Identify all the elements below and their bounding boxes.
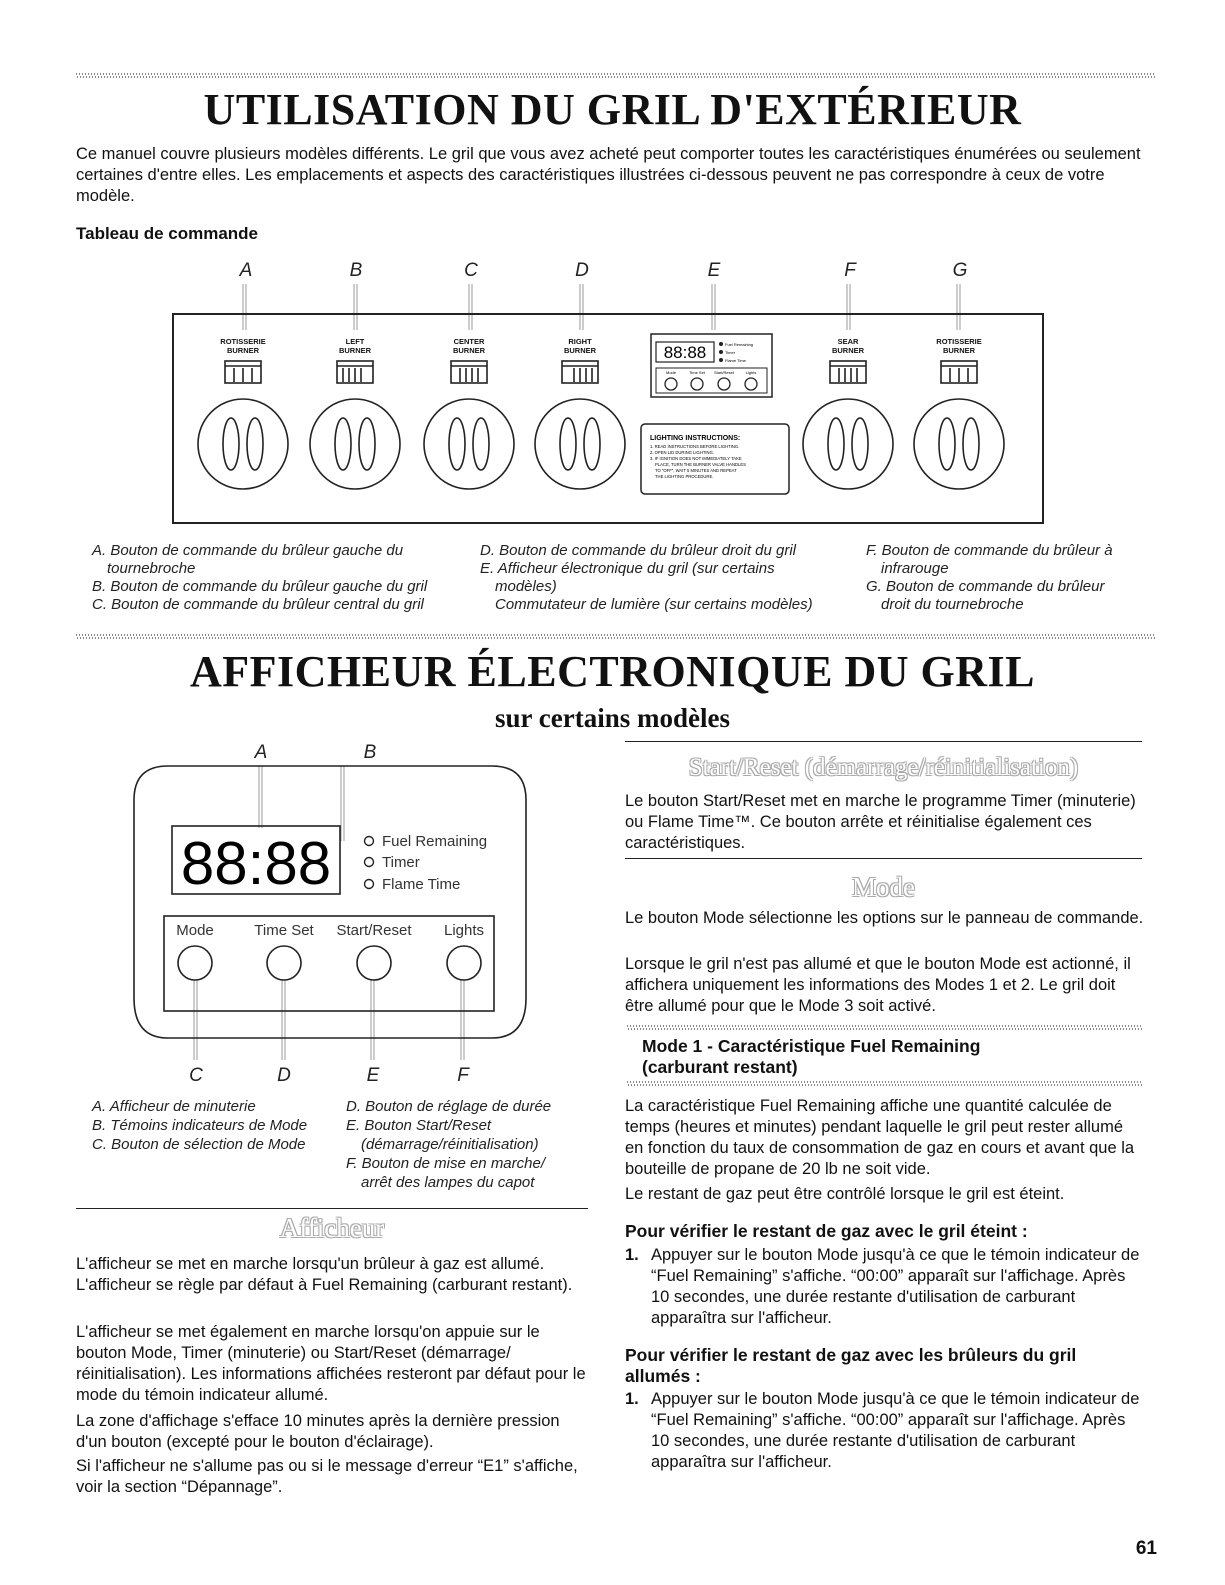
- indicator-timer: [365, 858, 374, 867]
- diagram-letter-e: E: [366, 1065, 380, 1086]
- mode1-sub1-item: 1. Appuyer sur le bouton Mode jusqu'à ce que le témoin indicateur de “Fuel Remaining” s'affiche. “00:00” apparaît sur l'affichage. Après 10 secondes, une durée restante d'utilisation de carburant apparaîtra sur l'afficheur.: [625, 1246, 1140, 1327]
- afficheur-heading: Afficheur: [279, 1213, 385, 1243]
- mini-btn-1-label: Mode: [665, 370, 677, 375]
- lighting-line-2: 2. OPEN LID DURING LIGHTING.: [650, 450, 714, 455]
- diagram-captions-col2: D. Bouton de réglage de durée E. Bouton Start/Reset (démarrage/réinitialisation) F. Bouton de mise en marche/ arrêt des lampes du capot: [346, 1098, 552, 1191]
- knob-rotisserie-left[interactable]: [198, 361, 288, 489]
- mode-p2: Lorsque le gril n'est pas allumé et que le bouton Mode est actionné, il affichera uniquement les informations des Modes 1 et 2. Le gril doit être allumé pour que le Mode 3 soit activé.: [625, 955, 1131, 1015]
- control-panel-heading: Tableau de commande: [76, 224, 259, 243]
- mode-button[interactable]: [178, 946, 212, 980]
- knob-label-6b: BURNER: [942, 346, 976, 355]
- start-reset-button[interactable]: [357, 946, 391, 980]
- lighting-line-4: PLACE, TURN THE BURNER VALVE HANDLES: [655, 462, 746, 467]
- button-label-start-reset: Start/Reset: [336, 922, 412, 939]
- knob-label-3a: CENTER: [453, 337, 485, 346]
- section-subtitle: sur certains modèles: [495, 703, 730, 733]
- mini-ind-3: Flame Time: [725, 358, 746, 363]
- mini-display-digits: 88:88: [663, 343, 707, 362]
- indicator-label-1: Fuel Remaining: [382, 833, 488, 850]
- lights-button[interactable]: [447, 946, 481, 980]
- mini-ind-1: Fuel Remaining: [725, 342, 754, 347]
- mode-rule: [625, 858, 1142, 859]
- lighting-title: LIGHTING INSTRUCTIONS:: [650, 435, 741, 442]
- panel-letter-d: D: [575, 260, 589, 281]
- knob-label-4b: BURNER: [563, 346, 597, 355]
- mode1-sub1-heading: Pour vérifier le restant de gaz avec le gril éteint :: [625, 1221, 1028, 1241]
- lighting-instructions-plate: [641, 424, 789, 494]
- control-panel-figure: [0, 258, 1225, 528]
- indicator-label-2: Timer: [382, 854, 420, 871]
- panel-letter-b: B: [349, 260, 363, 281]
- knob-center-burner[interactable]: [424, 361, 514, 489]
- diagram-letter-d: D: [277, 1065, 291, 1086]
- mode1-top-rule: [627, 1025, 1142, 1030]
- diagram-captions-col1: A. Afficheur de minuterie B. Témoins indicateurs de Mode C. Bouton de sélection de Mode: [92, 1098, 308, 1153]
- mini-btn-4-label: Lights: [745, 370, 757, 375]
- panel-letter-f: F: [844, 260, 856, 281]
- lighting-line-6: THE LIGHTING PROCEDURE.: [655, 474, 714, 479]
- knob-label-6a: ROTISSERIE: [936, 337, 982, 346]
- top-dotted-rule: [76, 73, 1156, 78]
- knob-left-burner[interactable]: [310, 361, 400, 489]
- knob-label-5b: BURNER: [831, 346, 865, 355]
- page-number: 61: [1135, 1538, 1157, 1559]
- knob-label-4a: RIGHT: [568, 337, 592, 346]
- mode1-sub2-heading: Pour vérifier le restant de gaz avec les brûleurs du gril allumés :: [625, 1345, 1077, 1386]
- button-label-mode: Mode: [176, 922, 214, 939]
- mode1-p1: La caractéristique Fuel Remaining affiche une quantité calculée de temps (heures et minutes) pendant laquelle le gril peut rester allumé en fonction du taux de consommation de gaz en cours et avant que la bouteille de propane de 20 lb ne soit vide.: [625, 1097, 1135, 1178]
- lighting-line-1: 1. READ INSTRUCTIONS BEFORE LIGHTING.: [650, 444, 740, 449]
- knob-label-2b: BURNER: [338, 346, 372, 355]
- afficheur-rule: [76, 1208, 588, 1209]
- afficheur-p4: Si l'afficheur ne s'allume pas ou si le message d'erreur “E1” s'affiche, voir la section “Dépannage”.: [76, 1457, 578, 1496]
- start-reset-rule: [625, 741, 1142, 742]
- intro-paragraph: Ce manuel couvre plusieurs modèles différents. Le gril que vous avez acheté peut comporter toutes les caractéristiques énumérées ou seulement certaines d'entre elles. Les emplacements et aspects des caractéristiques illustrées ci-dessous peuvent ne pas correspondre à ceux de votre modèle.: [76, 145, 1141, 205]
- mini-btn-2-label: Time Set: [689, 370, 705, 375]
- afficheur-p1: L'afficheur se met en marche lorsqu'un brûleur à gaz est allumé. L'afficheur se règle par défaut à Fuel Remaining (carburant restant).: [76, 1255, 573, 1294]
- mode-heading: Mode: [852, 872, 915, 902]
- lighting-line-3: 3. IF IGNITION DOES NOT IMMEDIATELY TAKE: [650, 456, 742, 461]
- diagram-letter-b: B: [363, 742, 377, 763]
- panel-letter-e: E: [707, 260, 721, 281]
- panel-captions-col2: D. Bouton de commande du brûleur droit du gril E. Afficheur électronique du gril (sur certains modèles) Commutateur de lumière (sur certains modèles): [480, 542, 813, 613]
- mode1-heading-line2: (carburant restant): [642, 1057, 798, 1077]
- indicator-flame-time: [365, 880, 374, 889]
- start-reset-heading: Start/Reset (démarrage/réinitialisation): [688, 754, 1079, 781]
- indicator-fuel-remaining: [365, 837, 374, 846]
- knob-sear-burner[interactable]: [803, 361, 893, 489]
- mode1-heading-line1: Mode 1 - Caractéristique Fuel Remaining: [642, 1036, 981, 1056]
- mini-btn-3-label: Start/Reset: [713, 370, 735, 375]
- diagram-letter-a: A: [254, 742, 268, 763]
- lighting-line-5: TO "OFF", WAIT 5 MINUTES AND REPEAT: [655, 468, 737, 473]
- panel-captions-col1: A. Bouton de commande du brûleur gauche du tournebroche B. Bouton de commande du brûleur gauche du gril C. Bouton de commande du brûleur central du gril: [92, 542, 428, 613]
- knob-label-1a: ROTISSERIE: [220, 337, 266, 346]
- panel-letter-a: A: [239, 260, 253, 281]
- afficheur-p3: La zone d'affichage s'efface 10 minutes après la dernière pression d'un bouton (excepté pour le bouton d'éclairage).: [76, 1412, 560, 1451]
- knob-label-5a: SEAR: [837, 337, 859, 346]
- button-label-time-set: Time Set: [254, 922, 314, 939]
- mode1-p2: Le restant de gaz peut être contrôlé lorsque le gril est éteint.: [625, 1185, 1065, 1203]
- diagram-digits: 88:88: [180, 830, 332, 897]
- afficheur-p2: L'afficheur se met également en marche lorsqu'on appuie sur le bouton Mode, Timer (minuterie) ou Start/Reset (démarrage/ réinitialisation). Les informations affichées resteront par défaut pour le mode du témoin indicateur allumé.: [76, 1323, 586, 1404]
- mode1-sub2-item: 1. Appuyer sur le bouton Mode jusqu'à ce que le témoin indicateur de “Fuel Remaining” s'affiche. “00:00” apparaît sur l'affichage. Après 10 secondes, une durée restante d'utilisation de carburant apparaîtra sur l'afficheur.: [625, 1390, 1140, 1471]
- time-set-button[interactable]: [267, 946, 301, 980]
- knob-right-burner[interactable]: [535, 361, 625, 489]
- mini-ind-2: Timer: [725, 350, 736, 355]
- mode-p1: Le bouton Mode sélectionne les options sur le panneau de commande.: [625, 909, 1144, 927]
- button-label-lights: Lights: [443, 922, 485, 939]
- indicator-label-3: Flame Time: [382, 876, 461, 893]
- knob-rotisserie-right[interactable]: [914, 361, 1004, 489]
- display-diagram: [120, 738, 540, 1088]
- middle-dotted-rule: [76, 634, 1156, 639]
- knob-label-3b: BURNER: [452, 346, 486, 355]
- knob-label-1b: BURNER: [226, 346, 260, 355]
- diagram-letter-c: C: [189, 1065, 203, 1086]
- mode1-bottom-rule: [627, 1081, 1142, 1086]
- mini-display: [651, 334, 772, 397]
- knob-label-2a: LEFT: [345, 337, 365, 346]
- panel-letter-c: C: [464, 260, 478, 281]
- panel-letter-g: G: [952, 260, 968, 281]
- section-title: AFFICHEUR ÉLECTRONIQUE DU GRIL: [190, 647, 1035, 696]
- start-reset-p1: Le bouton Start/Reset met en marche le programme Timer (minuterie) ou Flame Time™. Ce bouton arrête et réinitialise également ces caractéristiques.: [625, 792, 1136, 852]
- page-title: UTILISATION DU GRIL D'EXTÉRIEUR: [203, 85, 1022, 134]
- panel-captions-col3: F. Bouton de commande du brûleur à infrarouge G. Bouton de commande du brûleur droit du tournebroche: [866, 542, 1113, 613]
- diagram-letter-f: F: [457, 1065, 469, 1086]
